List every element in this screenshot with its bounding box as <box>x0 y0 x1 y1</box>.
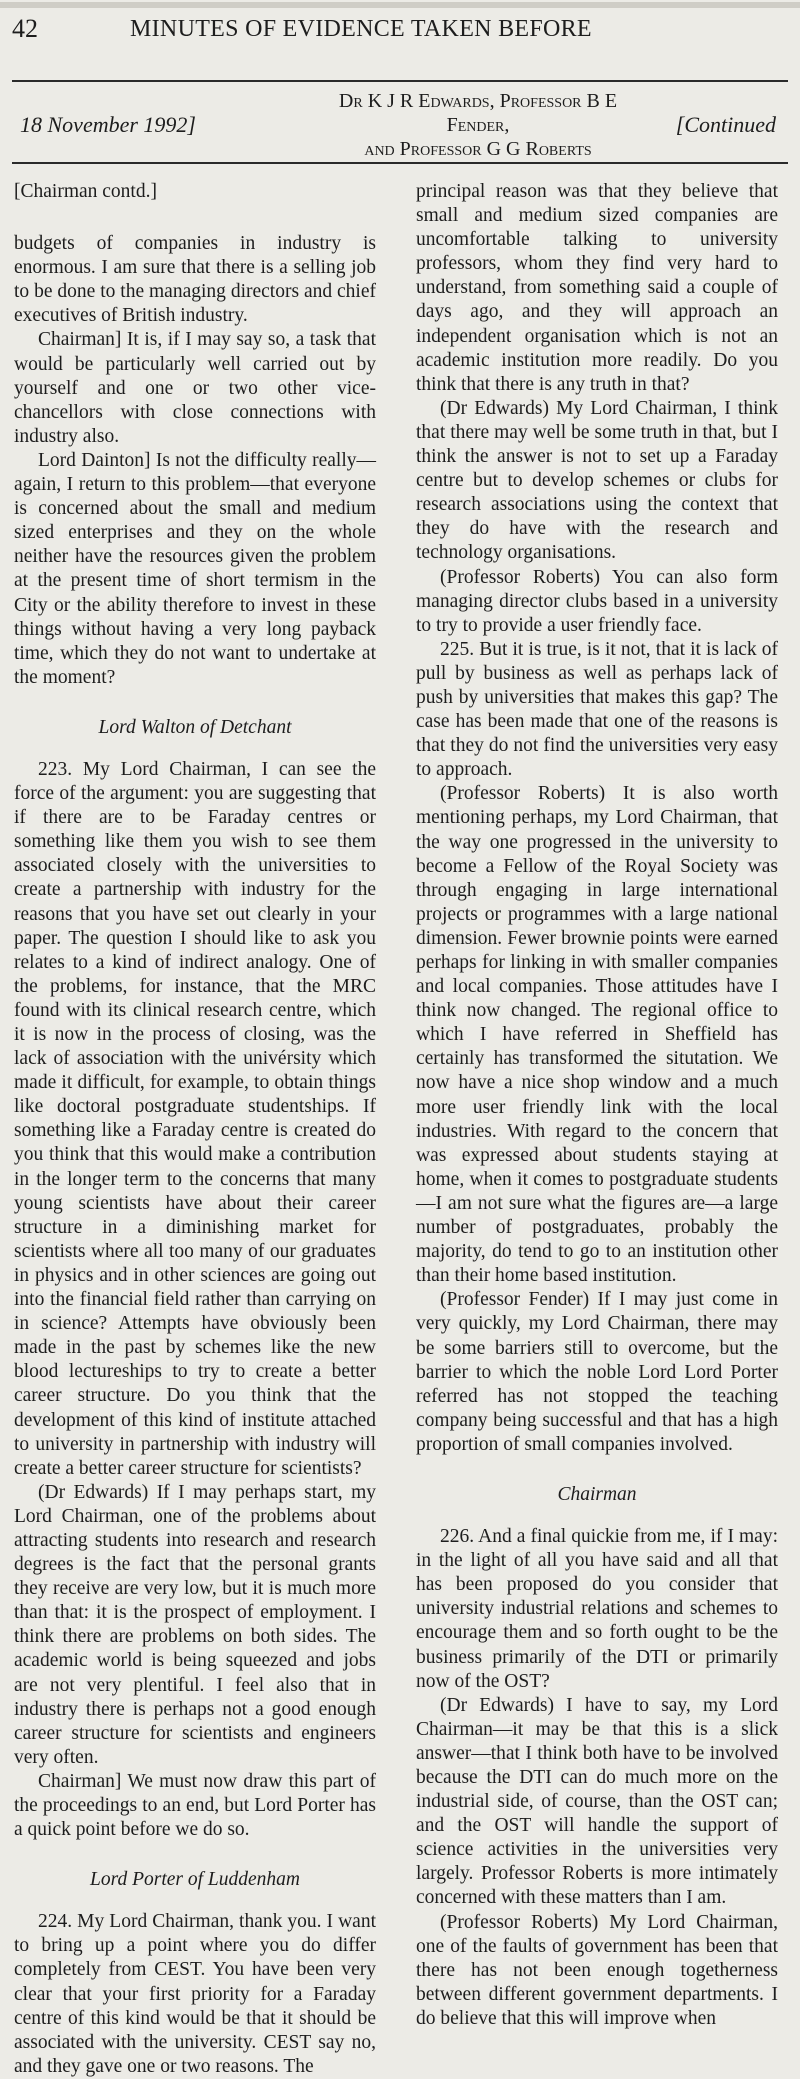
witness-line-2: and Professor G G Roberts <box>364 138 592 160</box>
running-head: MINUTES OF EVIDENCE TAKEN BEFORE <box>130 16 592 42</box>
top-border <box>0 2 800 8</box>
paragraph: Chairman] We must now draw this part of the proceedings to an end, but Lord Porter has a quick point before we do so. <box>14 1770 376 1841</box>
paragraph: budgets of companies in industry is enormous. I am sure that there is a selling job to be done to the managing directors and chief executives of British industry. <box>14 233 376 327</box>
page-number: 42 <box>12 14 38 43</box>
paragraph: (Professor Roberts) It is also worth mentioning perhaps, my Lord Chairman, that the way one progressed in the university to become a Fellow of the Royal Society was through engaging in large international projects or programmes with a large national dimension. Fewer brownie points were earned perhaps for linking in with smaller companies and local companies. Those attitudes have I think now changed. The regional office to which I have referred in Sheffield has certainly has transformed the situtation. We now have a nice shop window and a much more user friendly link with the local industries. With regard to the concern that was expressed about students staying at home, when it comes to postgraduate students—I am not sure what the figures are—a large number of postgraduates, probably the majority, do tend to go to an institution other than their home based institution. <box>416 783 778 1287</box>
speaker-heading: Lord Porter of Luddenham <box>90 1869 300 1891</box>
continued-label: [Continued <box>675 112 776 137</box>
paragraph: 224. My Lord Chairman, thank you. I want to bring up a point where you do differ completely from CEST. You have been very clear that your first priority for a Faraday centre of this kind would be that it should be associated with the university. CEST say no, and they gave one or two reasons. The <box>14 1911 376 2077</box>
paragraph: 223. My Lord Chairman, I can see the force of the argument: you are suggesting that if there are to be Faraday centres or something like them you wish to see them associated closely with the universities to create a partnership with industry for the reasons that you have set out clearly in your paper. The question I should like to ask you relates to a kind of indirect analogy. One of the problems, for instance, that the MRC found with its clinical research centre, which it is now in the process of closing, was the lack of association with the univérsity which made it difficult, for example, to obtain things like doctoral postgraduate studentships. If something like a Faraday centre is created do you think that this would make a contribution in the longer term to the concerns that many young scientists have about their career structure in a diminishing market for scientists where all too many of our graduates in physics and in other sciences are going out into the financial field rather than carrying on in science? Attempts have obviously been made in the past by schemes like the new blood lectureships to try to create a better career structure. Do you think that the development of this kind of institute attached to university in partnership with industry will create a better career structure for scientists? <box>14 758 376 1479</box>
speaker-heading: Lord Walton of Detchant <box>98 716 292 738</box>
paragraph: Chairman] It is, if I may say so, a task that would be particularly well carried out by yourself and one or two other vice-chancellors with close connections with industry also. <box>14 329 376 447</box>
paragraph: (Dr Edwards) If I may perhaps start, my Lord Chairman, one of the problems about attracting students into research and research degrees is the fact that the personal grants they receive are very low, but it is much more than that: it is the prospect of employment. I think there are problems on both sides. The academic world is being squeezed and jobs are not very plentiful. I feel also that in industry there is perhaps not a good enough career structure for scientists and engineers very often. <box>14 1481 376 1768</box>
paragraph: (Dr Edwards) My Lord Chairman, I think that there may well be some truth in that, but I think the answer is not to set up a Faraday centre but to develop schemes or clubs for research associations using the context that they do have with the research and technology organisations. <box>416 397 778 564</box>
paragraph: principal reason was that they believe that small and medium sized companies are uncomfortable talking to university professors, whom they find very hard to understand, from something said a couple of days ago, and they will approach an independent organisation which is not an academic institution more readily. Do you think that there is any truth in that? <box>416 181 778 395</box>
header-rule-top <box>12 80 788 82</box>
witness-names <box>318 89 638 161</box>
paragraph: (Professor Fender) If I may just come in very quickly, my Lord Chairman, there may be some barriers still to overcome, but the barrier to which the noble Lord Lord Porter referred has not stopped the teaching company being successful and that has a high proportion of small companies involved. <box>416 1289 778 1455</box>
paragraph: (Dr Edwards) I have to say, my Lord Chairman—it may be that this is a slick answer—that I think both have to be involved because the DTI can do much more on the industrial side, of course, than the OST can; and the OST will handle the support of science activities in the universities very largely. Professor Roberts is more intimately concerned with these matters than I am. <box>416 1694 778 1909</box>
right-column <box>416 180 778 2031</box>
header-rule-bottom <box>12 162 788 164</box>
speaker-heading: Chairman <box>557 1483 637 1505</box>
paragraph: (Professor Roberts) You can also form managing director clubs based in a university to try to provide a user friendly face. <box>416 566 778 636</box>
paragraph: 226. And a final quickie from me, if I may: in the light of all you have said and all that has been proposed do you consider that university industrial relations and schemes to encourage them and so forth ought to be the business primarily of the DTI or primarily now of the OST? <box>416 1526 778 1692</box>
paragraph: Lord Dainton] Is not the difficulty really—again, I return to this problem—that everyone is concerned about the small and medium sized enterprises and they on the whole neither have the resources given the problem at the present time of short termism in the City or the ability therefore to invest in these things without having a very long payback time, which they do not want to undertake at the moment? <box>14 449 376 688</box>
witness-line-1: Dr K J R Edwards, Professor B E Fender, <box>338 90 618 136</box>
paragraph: (Professor Roberts) My Lord Chairman, one of the faults of government has been that there has not been enough togetherness between different government departments. I do believe that this will improve when <box>416 1911 778 2029</box>
paragraph: 225. But it is true, is it not, that it is lack of pull by business as well as perhaps lack of push by universities that makes this gap? The case has been made that one of the reasons is that they do not find the universities very easy to approach. <box>416 638 778 781</box>
context-heading: [Chairman contd.] <box>14 181 157 202</box>
left-column <box>14 180 376 2079</box>
hearing-date: 18 November 1992] <box>20 112 196 137</box>
